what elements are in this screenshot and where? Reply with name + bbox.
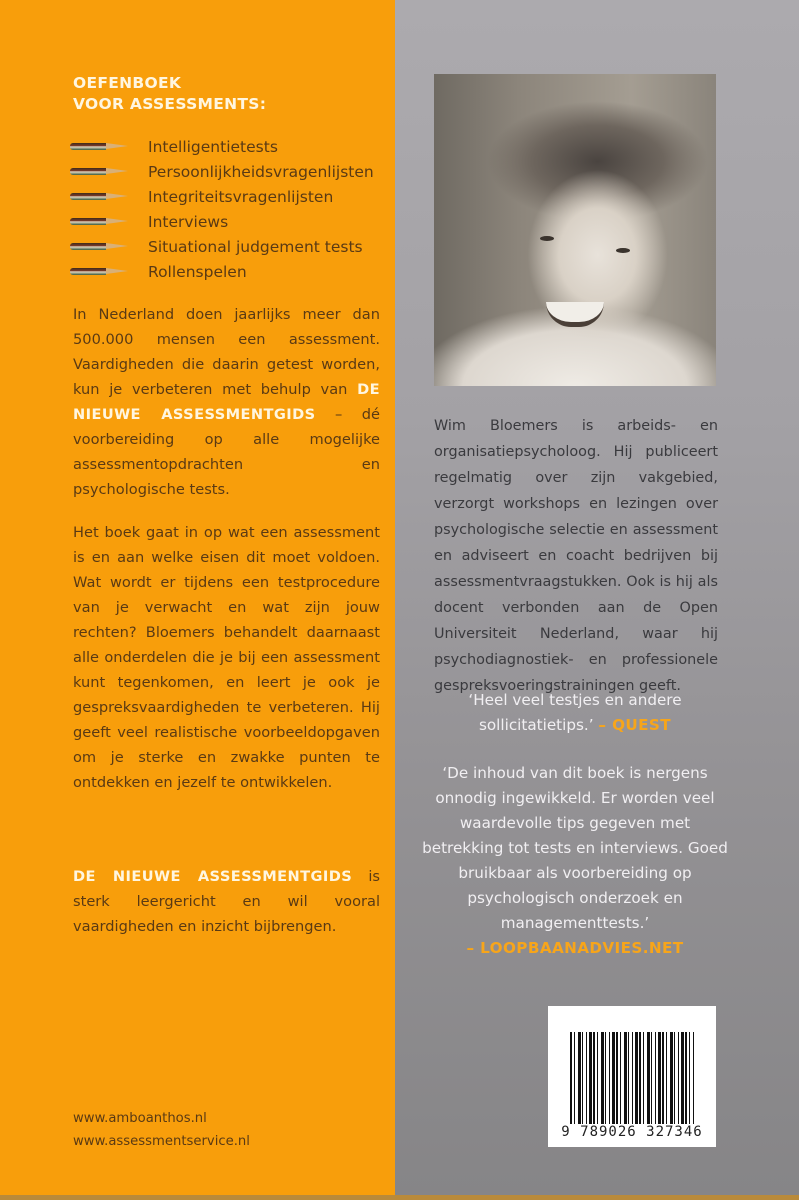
author-bio: Wim Bloemers is arbeids- en organisatiepsycholoog. Hij publiceert regelmatig over zijn vakgebied, verzorgt workshops en lezingen over psychologische selectie en assessment en adviseert en coacht bedrijven bij assessmentvraagstukken. Ook is hij als docent verbonden aan de Open Universiteit Nederland, waar hij psychodiagnostiek- en professionele gespreksvoeringstrainingen geeft. [434, 418, 718, 694]
heading-line-2: VOOR ASSESSMENTS: [73, 95, 267, 113]
topic-item [70, 234, 374, 259]
topic-label: Intelligentietests [148, 137, 278, 156]
orange-back-cover-panel [0, 0, 395, 1195]
topic-label: Situational judgement tests [148, 237, 363, 256]
intro-text-continued: – dé voorbereiding op alle mogelijke assessmentopdrachten en psychologische tests. [73, 406, 380, 498]
isbn-barcode [548, 1006, 716, 1147]
description-paragraph: Het boek gaat in op wat een assessment is en aan welke eisen dit moet voldoen. Wat wordt er tijdens een testprocedure van je verwacht en wat zijn jouw rechten? Bloemers behandelt daarnaast alle onderdelen die je bij een assessment kunt tegenkomen, en leert je ook je gespreksvaardigheden te verbeteren. Hij geeft veel realistische voorbeeldopgaven om je sterke en zwakke punten te ontdekken en jezelf te ontwikkelen. [73, 524, 380, 791]
isbn-number: 9 789026 327346 [561, 1124, 703, 1140]
barcode-bars [570, 1032, 694, 1124]
topic-label: Rollenspelen [148, 262, 247, 281]
pencil-icon [70, 142, 128, 151]
closing-text: is sterk leergericht en wil vooral vaardigheden en inzicht bijbrengen. [73, 868, 380, 935]
url-amboanthos[interactable]: www.amboanthos.nl [73, 1111, 207, 1126]
book-title-highlight: DE NIEUWE ASSESSMENTGIDS [73, 381, 380, 423]
book-title-highlight: DE NIEUWE ASSESSMENTGIDS [73, 868, 353, 885]
closing-paragraph [73, 864, 380, 939]
quote-text: ‘De inhoud van dit boek is nergens onnodig ingewikkeld. Er worden veel waardevolle tips gegeven met betrekking tot tests en interviews. Goed bruikbaar als voorbereiding op psychologisch onderzoek en managementtests.’ [422, 764, 728, 932]
url-assessmentservice[interactable]: www.assessmentservice.nl [73, 1134, 250, 1149]
topic-label: Persoonlijkheidsvragenlijsten [148, 162, 374, 181]
topic-item [70, 184, 374, 209]
topic-label: Interviews [148, 212, 229, 231]
eye-shape [616, 248, 630, 253]
topic-item [70, 259, 374, 284]
pencil-icon [70, 242, 128, 251]
pencil-icon [70, 192, 128, 201]
quote-source: – QUEST [598, 716, 672, 734]
smile-shape [546, 302, 604, 327]
topic-label: Integriteitsvragenlijsten [148, 187, 334, 206]
quote-source: – LOOPBAANADVIES.NET [466, 939, 684, 957]
quote-text: ‘Heel veel testjes en andere sollicitatietips.’ [468, 691, 682, 734]
publisher-urls [73, 1107, 250, 1153]
eye-shape [540, 236, 554, 241]
author-photo [434, 74, 716, 386]
pencil-icon [70, 167, 128, 176]
heading-line-1: OEFENBOEK [73, 74, 182, 92]
pencil-icon [70, 267, 128, 276]
review-quote-quest [420, 688, 730, 738]
topic-list [70, 134, 374, 284]
intro-paragraph [73, 302, 380, 502]
topic-item [70, 134, 374, 159]
topic-item [70, 209, 374, 234]
bottom-edge [0, 1195, 799, 1200]
topic-item [70, 159, 374, 184]
pencil-icon [70, 217, 128, 226]
review-quote-loopbaanadvies [420, 761, 730, 961]
intro-text: In Nederland doen jaarlijks meer dan 500.000 mensen een assessment. Vaardigheden die daarin getest worden, kun je verbeteren met behulp van [73, 306, 380, 398]
cover-heading [73, 73, 266, 115]
